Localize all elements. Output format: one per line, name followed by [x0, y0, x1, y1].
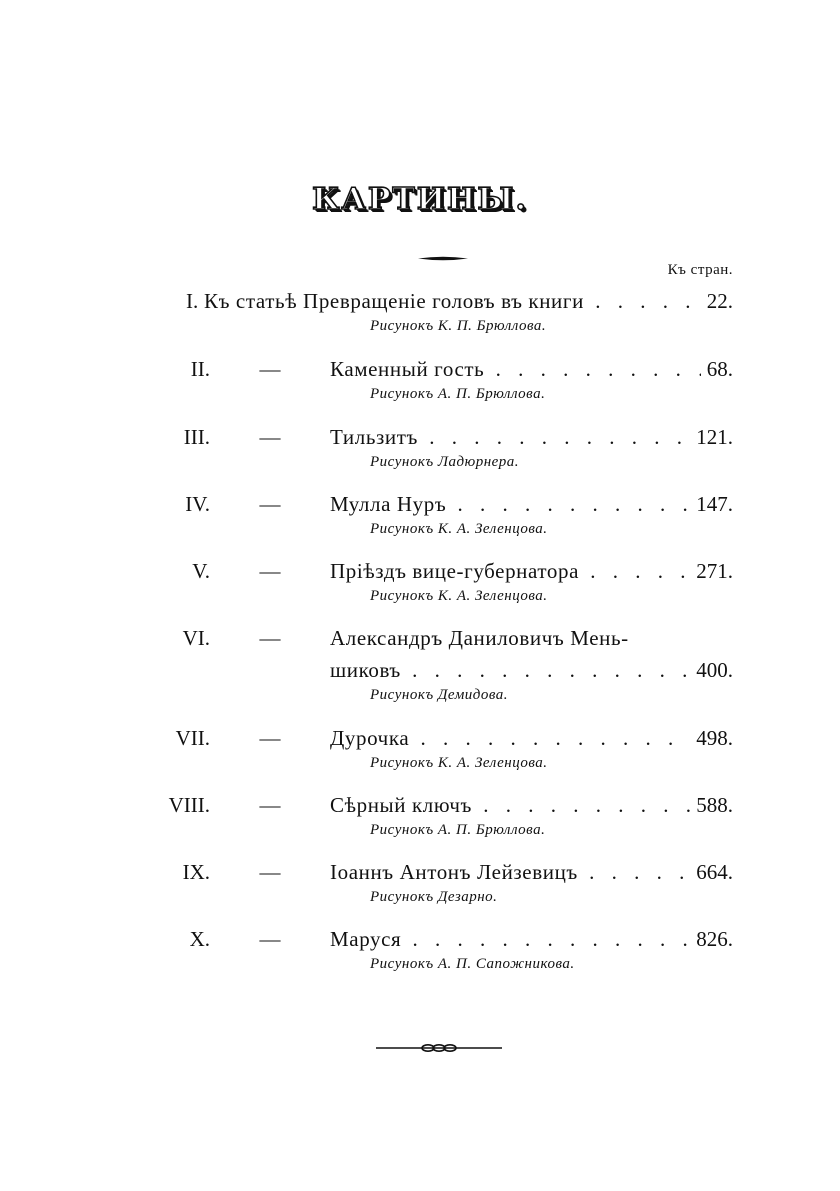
- top-ornament-rule: [418, 256, 468, 261]
- entry-title: Сѣрный ключъ . . .: [330, 790, 733, 820]
- entry-title: Мулла Нуръ . . .: [330, 489, 733, 519]
- entry-number: II.: [190, 357, 210, 381]
- entry-title: Пріѣздъ вице-губернатора . . .: [330, 556, 733, 586]
- entry-dash: —: [259, 726, 281, 750]
- entry-page: 400.: [690, 655, 733, 685]
- entry-caption: Рисунокъ К. П. Брюллова.: [370, 318, 547, 334]
- page-title: КАРТИНЫ.: [312, 182, 528, 217]
- entry-caption: Рисунокъ К. А. Зеленцова.: [370, 755, 548, 771]
- entry-caption: Рисунокъ А. П. Брюллова.: [370, 386, 546, 402]
- entry-dash: —: [259, 626, 281, 650]
- bottom-ornament-rule: [376, 1042, 502, 1054]
- column-header-page: Къ стран.: [667, 262, 733, 278]
- entry-page: 147.: [690, 489, 733, 519]
- entry-page: 664.: [690, 857, 733, 887]
- entry-dash: —: [259, 927, 281, 951]
- entry-page: 826.: [690, 924, 733, 954]
- entry-dash: —: [259, 357, 281, 381]
- entry-dash: —: [259, 559, 281, 583]
- entry-page: 68.: [701, 354, 733, 384]
- entry-caption: Рисунокъ К. А. Зеленцова.: [370, 521, 548, 537]
- entry-title: шиковъ . . .: [330, 655, 733, 685]
- entry-page: 271.: [690, 556, 733, 586]
- entry-caption: Рисунокъ Демидова.: [370, 687, 509, 703]
- entry-caption: Рисунокъ К. А. Зеленцова.: [370, 588, 548, 604]
- entry-title: Каменный гость . . .: [330, 354, 733, 384]
- entry-number: IV.: [185, 492, 210, 516]
- entry-caption: Рисунокъ Ладюрнера.: [370, 454, 520, 470]
- entry-title: Тильзитъ . . .: [330, 422, 733, 452]
- entry-number: VI.: [182, 626, 210, 650]
- entry-number: V.: [192, 559, 210, 583]
- entry-number: IX.: [182, 860, 210, 884]
- entry-title: Іоаннъ Антонъ Лейзевицъ . . .: [330, 857, 733, 887]
- entry-dash: —: [259, 793, 281, 817]
- entry-page: 121.: [690, 422, 733, 452]
- entry-caption: Рисунокъ Дезарно.: [370, 889, 498, 905]
- entry-number: III.: [183, 425, 210, 449]
- entry-dash: —: [259, 492, 281, 516]
- entry-title: Дурочка . . .: [330, 723, 733, 753]
- entry-dash: —: [259, 425, 281, 449]
- entry-caption: Рисунокъ А. П. Брюллова.: [370, 822, 546, 838]
- entry-dash: —: [259, 860, 281, 884]
- entry-title: Маруся . . .: [330, 924, 733, 954]
- entry-caption: Рисунокъ А. П. Сапожникова.: [370, 956, 575, 972]
- entry-title: Къ статьѣ Превращеніе головъ въ книги . . .: [204, 286, 733, 316]
- entry-number: I.: [186, 289, 199, 313]
- entry-number: X.: [189, 927, 210, 951]
- entry-page: 498.: [690, 723, 733, 753]
- entry-page: 588.: [690, 790, 733, 820]
- entry-number: VII.: [175, 726, 210, 750]
- entry-number: VIII.: [168, 793, 210, 817]
- entry-title-line1: Александръ Даниловичъ Мень-: [330, 626, 629, 650]
- entry-page: 22.: [701, 286, 733, 316]
